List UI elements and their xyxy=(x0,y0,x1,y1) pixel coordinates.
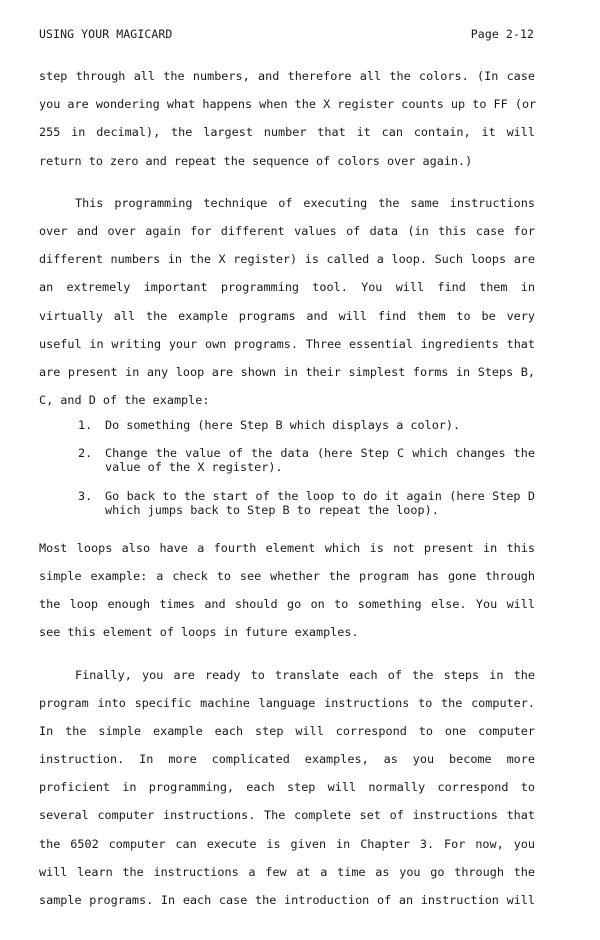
list-item-text: Do something (here Step B which displays a color). xyxy=(105,418,461,433)
text-line: several computer instructions. The complete set of instructions that xyxy=(39,808,535,823)
list-item-text: Go back to the start of the loop to do it again (here Step D xyxy=(105,488,535,503)
text-line: sample programs. In each case the introduction of an instruction will xyxy=(39,893,535,907)
list-item-text: which jumps back to Step B to repeat the loop). xyxy=(105,503,439,518)
text-line: you are wondering what happens when the X register counts up to FF (or xyxy=(39,97,537,112)
text-line: will learn the instructions a few at a time as you go through the xyxy=(39,864,535,879)
paragraph-4 xyxy=(39,665,535,919)
text-line: an extremely important programming tool. You will find them in xyxy=(39,280,535,295)
paragraph-gap xyxy=(39,179,535,193)
text-line: program into specific machine language instructions to the computer. xyxy=(39,695,535,710)
paragraph-gap xyxy=(39,651,535,665)
text-line: virtually all the example programs and will find them to be very xyxy=(39,308,535,323)
text-line: over and over again for different values of data (in this case for xyxy=(39,223,535,238)
paragraph-2 xyxy=(39,193,535,419)
list-item xyxy=(39,418,535,433)
text-line: simple example: a check to see whether the program has gone through xyxy=(39,568,535,583)
list-item xyxy=(39,489,535,518)
text-line: useful in writing your own programs. Three essential ingredients that xyxy=(39,336,535,351)
text-line: In the simple example each step will correspond to one computer xyxy=(39,723,535,738)
text-line: This programming technique of executing the same instructions xyxy=(75,195,535,210)
text-line: step through all the numbers, and therefore all the colors. (In case xyxy=(39,69,535,83)
paragraph-3 xyxy=(39,538,535,651)
list-item-number: 2. xyxy=(78,445,93,460)
list-item-text: value of the X register). xyxy=(105,460,283,475)
list-item-number: 1. xyxy=(78,418,93,433)
text-line: instruction. In more complicated examples, as you become more xyxy=(39,752,535,767)
text-line: the 6502 computer can execute is given in Chapter 3. For now, you xyxy=(39,836,535,851)
text-line: see this element of loops in future examples. xyxy=(39,625,359,640)
text-line: the loop enough times and should go on to something else. You will xyxy=(39,597,535,612)
list-item-text: Change the value of the data (here Step C which changes the xyxy=(105,445,535,460)
paragraph-1 xyxy=(39,66,535,179)
body-text xyxy=(39,66,535,918)
text-line: Finally, you are ready to translate each of the steps in the xyxy=(75,667,535,682)
page-number: Page 2-12 xyxy=(470,27,534,41)
ingredient-list xyxy=(39,418,535,518)
text-line: 255 in decimal), the largest number that it can contain, it will xyxy=(39,125,535,140)
text-line: Most loops also have a fourth element which is not present in this xyxy=(39,540,535,555)
text-line: return to zero and repeat the sequence of colors over again.) xyxy=(39,153,473,168)
list-item-number: 3. xyxy=(78,488,93,503)
text-line: proficient in programming, each step will normally correspond to xyxy=(39,780,535,795)
list-item xyxy=(39,446,535,475)
page-header xyxy=(39,27,534,43)
text-line: different numbers in the X register) is called a loop. Such loops are xyxy=(39,252,535,267)
running-title: USING YOUR MAGICARD xyxy=(39,27,173,41)
text-line: C, and D of the example: xyxy=(39,393,210,408)
text-line: are present in any loop are shown in their simplest forms in Steps B, xyxy=(39,364,535,379)
